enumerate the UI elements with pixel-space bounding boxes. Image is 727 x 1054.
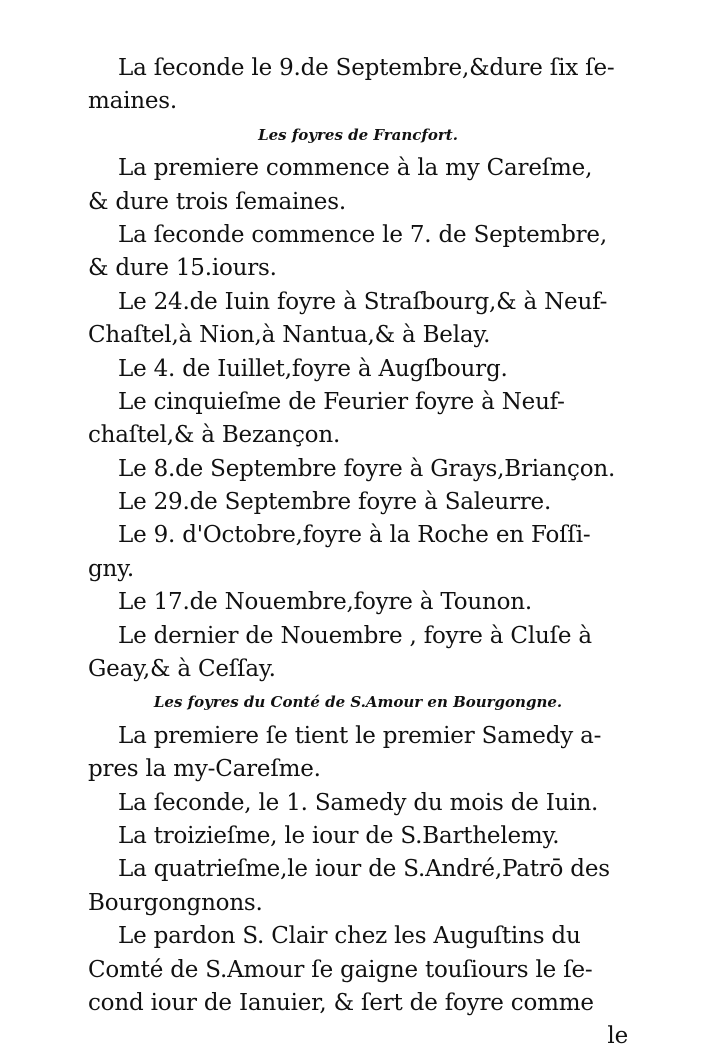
- text-line: Le 9. d'Octobre,foyre à la Roche en Foſſi-: [118, 522, 591, 549]
- text-line: La premiere ſe tient le premier Samedy a-: [118, 722, 602, 749]
- text-line: & dure 15.iours.: [88, 255, 277, 282]
- page-body: [88, 52, 628, 1054]
- text-line: & dure trois ſemaines.: [88, 188, 346, 215]
- text-line: Le 17.de Nouembre,foyre à Tounon.: [118, 589, 532, 616]
- text-line: gny.: [88, 555, 134, 582]
- text-line: Bourgongnons.: [88, 889, 263, 916]
- text-line: maines.: [88, 88, 178, 115]
- catchword: le: [607, 1023, 628, 1050]
- text-line: Le 8.de Septembre foyre à Grays,Briançon.: [118, 455, 616, 482]
- text-line: La troizieſme, le iour de S.Barthelemy.: [118, 822, 560, 849]
- text-line: cond iour de Ianuier, & ſert de foyre comme: [88, 989, 594, 1016]
- text-line: chaſtel,& à Bezançon.: [88, 422, 341, 449]
- text-line: Geay,& à Ceſſay.: [88, 656, 276, 683]
- text-line: La quatrieſme,le iour de S.André,Patrō des: [118, 856, 610, 883]
- section-heading: Les foyres de Francfort.: [258, 125, 458, 144]
- text-line: La ſeconde, le 1. Samedy du mois de Iuin.: [118, 789, 599, 816]
- text-line: Le pardon S. Clair chez les Auguſtins du: [118, 923, 581, 950]
- text-line: Chaſtel,à Nion,à Nantua,& à Belay.: [88, 322, 491, 349]
- text-line: Le cinquieſme de Feurier foyre à Neuf-: [118, 388, 565, 415]
- text-line: Comté de S.Amour ſe gaigne touſiours le ſe-: [88, 956, 593, 983]
- text-line: Le 24.de Iuin foyre à Straſbourg,& à Neuf-: [118, 288, 608, 315]
- text-line: Le dernier de Nouembre , foyre à Cluſe à: [118, 622, 592, 649]
- text-line: La premiere commence à la my Careſme,: [118, 155, 593, 182]
- text-line: Le 4. de Iuillet,foyre à Augſbourg.: [118, 355, 508, 382]
- text-line: pres la my-Careſme.: [88, 756, 321, 783]
- text-line: La ſeconde le 9.de Septembre,&dure ſix ſe-: [118, 55, 615, 81]
- text-line: La ſeconde commence le 7. de Septembre,: [118, 221, 607, 248]
- text-line: Le 29.de Septembre foyre à Saleurre.: [118, 489, 552, 516]
- section-heading: Les foyres du Conté de S.Amour en Bourgongne.: [153, 693, 563, 712]
